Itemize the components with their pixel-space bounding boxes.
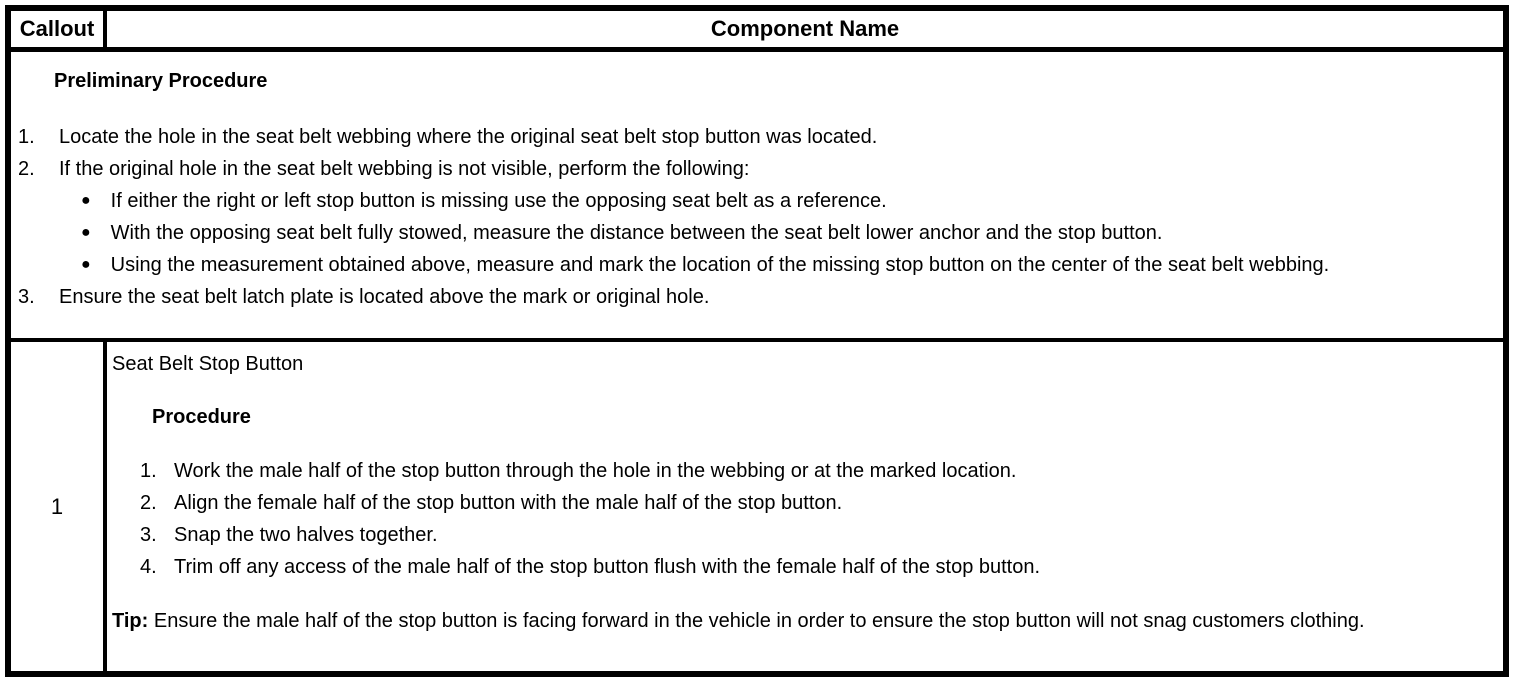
component-callout-table [5, 5, 1509, 677]
list-item-number: 2. [140, 492, 157, 514]
callout-header-cell [11, 11, 107, 47]
list-item [112, 487, 1489, 519]
component-name-header-label: Component Name [710, 16, 900, 41]
bullet-item [18, 249, 1489, 281]
list-item-text: Locate the hole in the seat belt webbing where the original seat belt stop button was located. [59, 126, 878, 148]
callout-number-cell [11, 342, 107, 671]
tip-label: Tip: [112, 610, 149, 632]
table-header-row [11, 11, 1503, 52]
callout-header-label: Callout [19, 16, 95, 41]
bullet-item-text: Using the measurement obtained above, measure and mark the location of the missing stop button on the center of the seat belt webbing. [110, 254, 1330, 276]
list-item [112, 551, 1489, 583]
preliminary-procedure-row [11, 52, 1503, 342]
list-item-number: 2. [18, 158, 35, 180]
tip-text: Ensure the male half of the stop button is facing forward in the vehicle in order to ensure the stop button will not snag customers clothing. [148, 610, 1365, 632]
list-item-number: 1. [140, 460, 157, 482]
component-name: Seat Belt Stop Button [112, 353, 304, 375]
bullet-icon: ● [81, 224, 91, 241]
callout-row-1 [11, 342, 1503, 671]
procedure-steps-list [112, 455, 1489, 583]
bullet-icon: ● [81, 256, 91, 273]
list-item-number: 3. [18, 286, 35, 308]
list-item-text: Align the female half of the stop button with the male half of the stop button. [174, 492, 843, 514]
list-item-text: Work the male half of the stop button through the hole in the webbing or at the marked location. [174, 460, 1017, 482]
list-item [18, 121, 1489, 153]
list-item [112, 519, 1489, 551]
bullet-item [18, 217, 1489, 249]
list-item [18, 153, 1489, 185]
component-name-header-cell [107, 11, 1503, 47]
list-item-text: Trim off any access of the male half of the stop button flush with the female half of the stop button. [174, 556, 1041, 578]
procedure-heading: Procedure [152, 406, 251, 428]
preliminary-sub-bullet-list [18, 185, 1489, 281]
bullet-item-text: With the opposing seat belt fully stowed, measure the distance between the seat belt lower anchor and the stop button. [110, 222, 1163, 244]
preliminary-procedure-heading: Preliminary Procedure [54, 70, 268, 92]
list-item-text: If the original hole in the seat belt webbing is not visible, perform the following: [59, 158, 750, 180]
list-item-number: 1. [18, 126, 35, 148]
bullet-item [18, 185, 1489, 217]
list-item-number: 3. [140, 524, 157, 546]
tip-note [112, 605, 1489, 637]
bullet-item-text: If either the right or left stop button is missing use the opposing seat belt as a reference. [110, 190, 887, 212]
list-item-text: Snap the two halves together. [174, 524, 438, 546]
list-item [112, 455, 1489, 487]
bullet-icon: ● [81, 192, 91, 209]
component-description-cell [107, 342, 1503, 671]
list-item-number: 4. [140, 556, 157, 578]
list-item [18, 281, 1489, 313]
preliminary-steps-list [18, 121, 1489, 313]
list-item-text: Ensure the seat belt latch plate is located above the mark or original hole. [59, 286, 710, 308]
callout-number: 1 [50, 493, 64, 519]
